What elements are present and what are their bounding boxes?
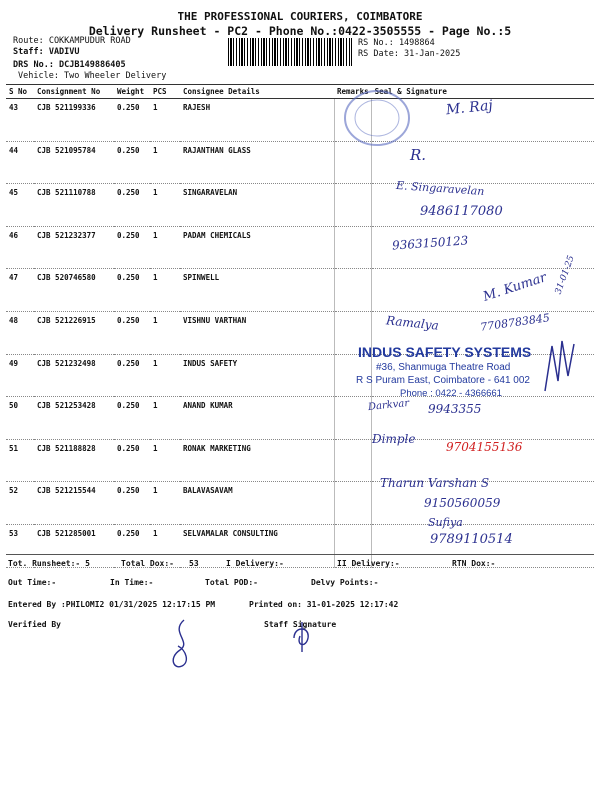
cell-pcs: 1 xyxy=(150,397,180,440)
delvy-points: Delvy Points:- xyxy=(311,578,379,587)
col-weight: Weight xyxy=(114,85,150,99)
company-title: THE PROFESSIONAL COURIERS, COIMBATORE xyxy=(177,10,423,23)
seal-stamp-icon xyxy=(342,88,412,148)
cell-weight: 0.250 xyxy=(114,311,150,354)
company-stamp-name: INDUS SAFETY SYSTEMS xyxy=(358,344,532,360)
rs-number: RS No.: 1498864 xyxy=(358,38,435,48)
cell-consignment-no: CJB 521215544 xyxy=(34,482,114,525)
cell-consignee: ANAND KUMAR xyxy=(180,397,334,440)
col-remarks: Remarks xyxy=(334,85,372,99)
cell-pcs: 1 xyxy=(150,141,180,184)
tot-runsheet: Tot. Runsheet:- 5 xyxy=(8,559,90,568)
cell-sno: 51 xyxy=(6,439,34,482)
scribble-signature-icon xyxy=(540,336,580,396)
staff-signature-label: Staff Signature xyxy=(264,620,337,629)
cell-consignee: SINGARAVELAN xyxy=(180,184,334,227)
verified-signature-icon xyxy=(166,616,196,672)
cell-weight: 0.250 xyxy=(114,141,150,184)
handwritten-phone: 9363150123 xyxy=(391,233,469,253)
in-time: In Time:- xyxy=(110,578,154,587)
cell-sno: 45 xyxy=(6,184,34,227)
cell-sno: 50 xyxy=(6,397,34,440)
cell-weight: 0.250 xyxy=(114,397,150,440)
cell-consignment-no: CJB 521095784 xyxy=(34,141,114,184)
handwritten-phone: 9486117080 xyxy=(420,204,503,219)
cell-consignee: SPINWELL xyxy=(180,269,334,312)
ii-delivery: II Delivery:- xyxy=(337,559,400,568)
table-row xyxy=(6,99,594,142)
cell-pcs: 1 xyxy=(150,354,180,397)
staff-label: Staff: VADIVU xyxy=(13,47,80,57)
table-row xyxy=(6,482,594,525)
handwritten-phone: 9789110514 xyxy=(430,532,513,547)
handwritten-phone: 7708783845 xyxy=(479,311,551,334)
rtn-dox: RTN Dox:- xyxy=(452,559,496,568)
col-consignment: Consignment No xyxy=(34,85,114,99)
cell-sno: 48 xyxy=(6,311,34,354)
cell-remarks xyxy=(334,397,372,440)
col-pcs: PCS xyxy=(150,85,180,99)
handwritten-name: E. Singaravelan xyxy=(395,178,485,199)
handwritten-signature: Dimple xyxy=(372,432,416,446)
cell-remarks xyxy=(334,184,372,227)
cell-consignee: RAJESH xyxy=(180,99,334,142)
cell-weight: 0.250 xyxy=(114,482,150,525)
col-consignee: Consignee Details xyxy=(180,85,334,99)
cell-consignment-no: CJB 521232498 xyxy=(34,354,114,397)
cell-weight: 0.250 xyxy=(114,99,150,142)
table-row xyxy=(6,397,594,440)
cell-remarks xyxy=(334,269,372,312)
rs-date: RS Date: 31-Jan-2025 xyxy=(358,49,461,59)
table-row xyxy=(6,184,594,227)
handwritten-phone: 9704155136 xyxy=(446,440,523,454)
company-stamp-phone: Phone : 0422 - 4366661 xyxy=(400,388,502,399)
drs-number: DRS No.: DCJB149886405 xyxy=(13,60,126,70)
handwritten-signature: M. Kumar xyxy=(481,270,549,305)
barcode xyxy=(228,38,352,66)
cell-consignee: SELVAMALAR CONSULTING xyxy=(180,524,334,567)
cell-weight: 0.250 xyxy=(114,439,150,482)
cell-consignment-no: CJB 521199336 xyxy=(34,99,114,142)
cell-sno: 53 xyxy=(6,524,34,567)
cell-sno: 43 xyxy=(6,99,34,142)
handwritten-signature: R. xyxy=(410,146,427,164)
cell-pcs: 1 xyxy=(150,226,180,269)
cell-pcs: 1 xyxy=(150,99,180,142)
col-sno: S No xyxy=(6,85,34,99)
cell-remarks xyxy=(334,226,372,269)
handwritten-date: 31-01-25 xyxy=(553,254,577,296)
printed-on: Printed on: 31-01-2025 12:17:42 xyxy=(249,600,399,609)
cell-consignment-no: CJB 521253428 xyxy=(34,397,114,440)
handwritten-signature: Sufiya xyxy=(428,516,463,529)
cell-pcs: 1 xyxy=(150,439,180,482)
cell-remarks xyxy=(334,482,372,525)
total-dox-value: 53 xyxy=(189,559,199,568)
route-label: Route: COKKAMPUDUR ROAD xyxy=(13,36,131,46)
cell-consignee: RAJANTHAN GLASS xyxy=(180,141,334,184)
cell-weight: 0.250 xyxy=(114,226,150,269)
out-time: Out Time:- xyxy=(8,578,57,587)
cell-weight: 0.250 xyxy=(114,524,150,567)
cell-sno: 47 xyxy=(6,269,34,312)
cell-weight: 0.250 xyxy=(114,354,150,397)
cell-pcs: 1 xyxy=(150,311,180,354)
cell-sno: 44 xyxy=(6,141,34,184)
cell-sno: 52 xyxy=(6,482,34,525)
table-row xyxy=(6,141,594,184)
cell-consignment-no: CJB 521285001 xyxy=(34,524,114,567)
i-delivery: I Delivery:- xyxy=(226,559,284,568)
company-stamp-address1: #36, Shanmuga Theatre Road xyxy=(376,362,511,373)
cell-consignee: PADAM CHEMICALS xyxy=(180,226,334,269)
vehicle-label: Vehicle: Two Wheeler Delivery xyxy=(18,71,167,81)
cell-consignee: VISHNU VARTHAN xyxy=(180,311,334,354)
entered-by: Entered By :PHILOMI2 01/31/2025 12:17:15 PM xyxy=(8,600,216,609)
cell-consignment-no: CJB 521110788 xyxy=(34,184,114,227)
cell-consignee: BALAVASAVAM xyxy=(180,482,334,525)
cell-consignee: INDUS SAFETY xyxy=(180,354,334,397)
col-seal-signature: Seal & Signature xyxy=(372,85,594,99)
staff-signature-icon xyxy=(288,618,318,654)
table-row xyxy=(6,226,594,269)
handwritten-name: Tharun Varshan S xyxy=(380,476,490,490)
cell-consignee: RONAK MARKETING xyxy=(180,439,334,482)
cell-pcs: 1 xyxy=(150,482,180,525)
handwritten-signature: M. Raj xyxy=(445,97,494,119)
cell-weight: 0.250 xyxy=(114,184,150,227)
total-pod: Total POD:- xyxy=(205,578,258,587)
cell-consignment-no: CJB 521188828 xyxy=(34,439,114,482)
handwritten-phone: 9150560059 xyxy=(424,496,501,510)
cell-sno: 46 xyxy=(6,226,34,269)
cell-pcs: 1 xyxy=(150,269,180,312)
footer-divider xyxy=(6,554,594,555)
cell-weight: 0.250 xyxy=(114,269,150,312)
cell-consignment-no: CJB 521232377 xyxy=(34,226,114,269)
handwritten-phone: 9943355 xyxy=(428,402,482,416)
cell-pcs: 1 xyxy=(150,524,180,567)
runsheet-subtitle: Delivery Runsheet - PC2 - Phone No.:0422-3505555 - Page No.:5 xyxy=(88,24,512,38)
cell-consignment-no: CJB 521226915 xyxy=(34,311,114,354)
cell-pcs: 1 xyxy=(150,184,180,227)
cell-consignment-no: CJB 520746580 xyxy=(34,269,114,312)
handwritten-signature: Darkvar xyxy=(367,397,410,414)
table-header-row xyxy=(6,85,594,99)
company-stamp-address2: R S Puram East, Coimbatore - 641 002 xyxy=(356,375,530,386)
handwritten-signature: Ramalya xyxy=(385,313,440,333)
cell-remarks xyxy=(334,439,372,482)
cell-sno: 49 xyxy=(6,354,34,397)
verified-by: Verified By xyxy=(8,620,61,629)
total-dox-label: Total Dox:- xyxy=(121,559,174,568)
